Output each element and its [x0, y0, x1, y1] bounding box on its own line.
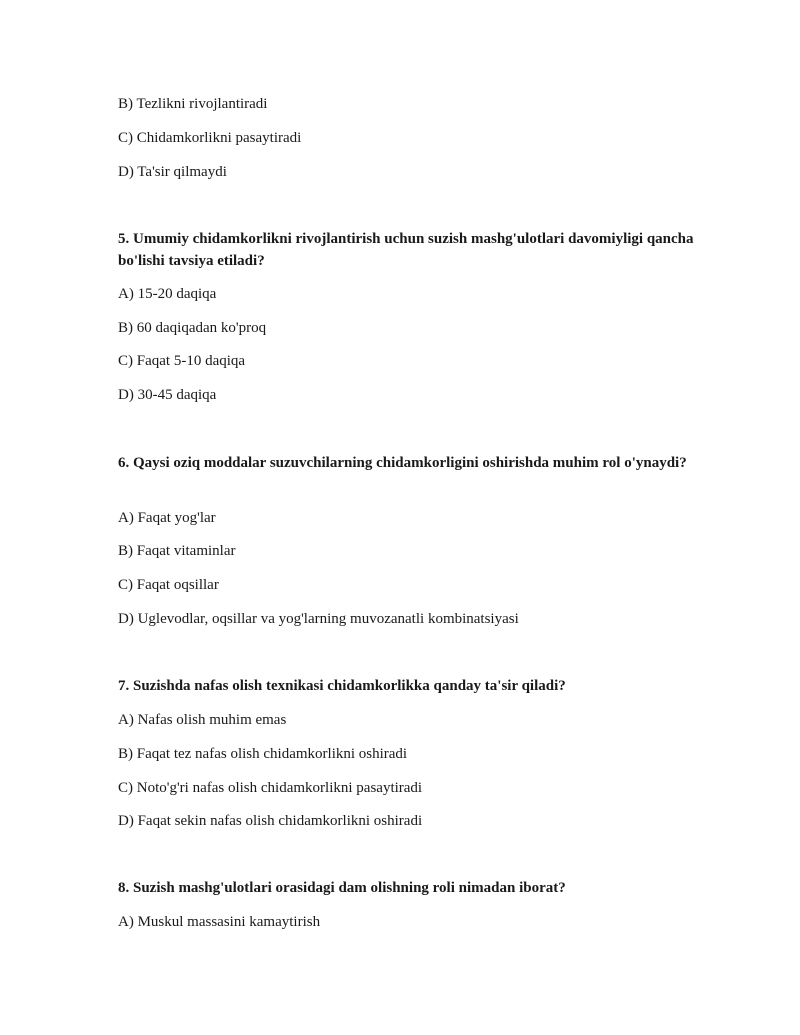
answer-option: C) Faqat 5-10 daqiqa — [118, 353, 246, 369]
answer-option: B) Faqat tez nafas olish chidamkorlikni oshiradi — [118, 746, 408, 762]
question-8-text: 8. Suzish mashg'ulotlari orasidagi dam olishning roli nimadan iborat? — [118, 880, 566, 896]
answer-option: D) 30-45 daqiqa — [118, 387, 217, 403]
answer-option: B) Tezlikni rivojlantiradi — [118, 96, 268, 112]
question-5-text: 5. Umumiy chidamkorlikni rivojlantirish uchun suzish mashg'ulotlari davomiyligi qancha bo'lishi tavsiya etiladi? — [118, 231, 694, 269]
answer-option: C) Chidamkorlikni pasaytiradi — [118, 130, 302, 146]
answer-option: A) Muskul massasini kamaytirish — [118, 914, 321, 930]
answer-option: C) Noto'g'ri nafas olish chidamkorlikni pasaytiradi — [118, 780, 423, 796]
answer-option: C) Faqat oqsillar — [118, 577, 219, 593]
answer-option: B) 60 daqiqadan ko'proq — [118, 320, 267, 336]
answer-option: D) Ta'sir qilmaydi — [118, 164, 227, 180]
answer-option: A) Nafas olish muhim emas — [118, 712, 287, 728]
answer-option: A) Faqat yog'lar — [118, 510, 216, 526]
question-6-text: 6. Qaysi oziq moddalar suzuvchilarning chidamkorligini oshirishda muhim rol o'ynaydi? — [118, 455, 687, 471]
answer-option: B) Faqat vitaminlar — [118, 543, 236, 559]
answer-option: A) 15-20 daqiqa — [118, 286, 217, 302]
answer-option: D) Faqat sekin nafas olish chidamkorlikni oshiradi — [118, 813, 423, 829]
question-7-text: 7. Suzishda nafas olish texnikasi chidamkorlikka qanday ta'sir qiladi? — [118, 678, 566, 694]
answer-option: D) Uglevodlar, oqsillar va yog'larning muvozanatli kombinatsiyasi — [118, 611, 519, 627]
